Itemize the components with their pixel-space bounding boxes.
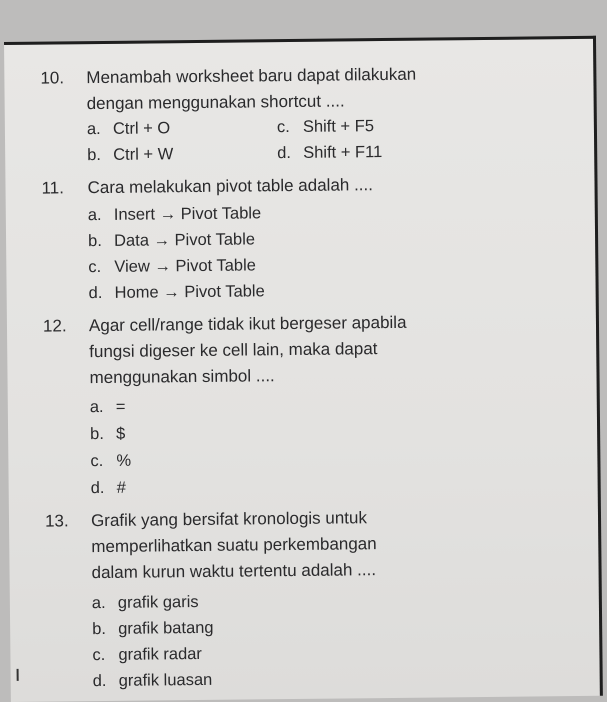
option-letter: b. bbox=[87, 231, 102, 251]
option-letter: d. bbox=[88, 283, 103, 303]
question-text-line: fungsi digeser ke cell lain, maka dapat bbox=[89, 339, 378, 362]
option-letter: c. bbox=[90, 451, 104, 471]
option-text: grafik garis bbox=[117, 592, 199, 612]
option-c bbox=[88, 256, 256, 277]
question-text-line: Cara melakukan pivot table adalah .... bbox=[87, 175, 374, 198]
option-text: Shift + F11 bbox=[303, 143, 383, 162]
question-text-line: Menambah worksheet baru dapat dilakukan bbox=[86, 64, 417, 88]
question-text-line: Grafik yang bersifat kronologis untuk bbox=[90, 508, 368, 531]
worksheet-paper bbox=[4, 36, 603, 702]
option-a bbox=[92, 593, 199, 613]
option-letter: d. bbox=[277, 144, 292, 163]
option-letter: b. bbox=[87, 145, 102, 165]
pencil-mark bbox=[17, 669, 19, 681]
option-letter: a. bbox=[91, 593, 106, 613]
option-text: View → Pivot Table bbox=[114, 256, 257, 276]
option-c bbox=[90, 452, 131, 471]
option-b bbox=[92, 619, 214, 639]
question-text-line: dengan menggunakan shortcut .... bbox=[86, 91, 345, 114]
option-letter: b. bbox=[92, 619, 107, 639]
question-text-line: dalam kurun waktu tertentu adalah .... bbox=[91, 560, 377, 583]
option-a bbox=[90, 398, 126, 417]
option-b bbox=[90, 425, 125, 444]
option-letter: a. bbox=[86, 119, 101, 139]
option-d bbox=[91, 479, 126, 498]
option-letter: c. bbox=[276, 118, 290, 137]
option-letter: c. bbox=[92, 645, 106, 665]
option-letter: a. bbox=[89, 397, 104, 417]
option-letter: b. bbox=[90, 424, 104, 444]
option-letter: d. bbox=[92, 671, 107, 691]
question-number: 10. bbox=[40, 68, 65, 88]
question-10 bbox=[4, 39, 593, 165]
option-letter: d. bbox=[90, 478, 105, 498]
option-d bbox=[89, 282, 265, 303]
option-text: $ bbox=[116, 424, 126, 443]
option-b bbox=[87, 145, 173, 165]
question-text-line: menggunakan simbol .... bbox=[89, 366, 275, 388]
option-d bbox=[277, 143, 382, 163]
question-number: 13. bbox=[44, 511, 69, 531]
option-text: Ctrl + O bbox=[112, 119, 171, 138]
option-text: # bbox=[116, 478, 126, 497]
question-number: 12. bbox=[42, 316, 67, 336]
option-text: Home → Pivot Table bbox=[114, 282, 265, 302]
option-letter: c. bbox=[88, 257, 102, 277]
option-text: % bbox=[116, 451, 132, 470]
option-d bbox=[93, 671, 213, 691]
option-a bbox=[88, 204, 262, 225]
option-text: Data → Pivot Table bbox=[113, 230, 256, 250]
option-a bbox=[87, 119, 171, 139]
question-text-line: memperlihatkan suatu perkembangan bbox=[91, 534, 377, 557]
option-text: grafik radar bbox=[118, 644, 202, 664]
option-c bbox=[92, 645, 202, 665]
option-text: grafik batang bbox=[118, 618, 214, 638]
option-text: Shift + F5 bbox=[302, 117, 375, 136]
option-text: Insert → Pivot Table bbox=[113, 204, 262, 224]
option-letter: a. bbox=[87, 205, 102, 225]
option-text: grafik luasan bbox=[118, 670, 213, 690]
option-c bbox=[277, 117, 374, 137]
option-b bbox=[88, 230, 255, 251]
option-text: = bbox=[115, 397, 126, 416]
option-text: Ctrl + W bbox=[113, 145, 174, 164]
question-text-line: Agar cell/range tidak ikut bergeser apabila bbox=[88, 312, 407, 336]
question-number: 11. bbox=[41, 178, 65, 198]
